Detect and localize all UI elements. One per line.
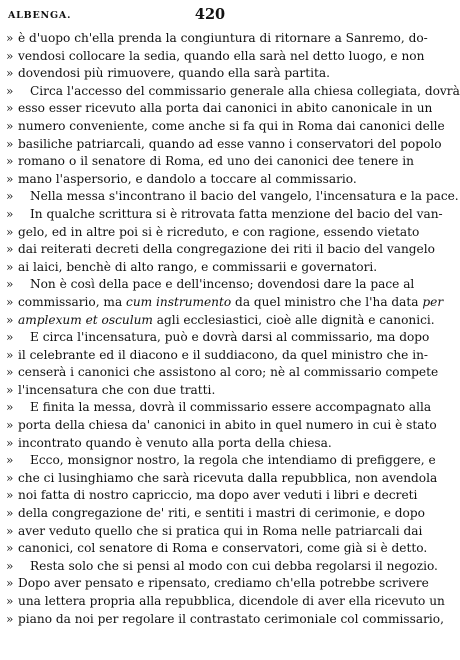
- text-line: [6, 505, 425, 523]
- text-line: [6, 523, 423, 541]
- quote-mark: »: [6, 470, 14, 485]
- line-text: che ci lusinghiamo che sarà ricevuta dalla repubblica, non avendola: [18, 470, 438, 485]
- quote-mark: »: [6, 453, 14, 468]
- text-line: [6, 487, 418, 505]
- quote-mark: »: [6, 594, 14, 608]
- line-text: vendosi collocare la sedia, quando ella sarà nel detto luogo, e non: [18, 48, 425, 63]
- line-text: aver veduto quello che si pratica qui in Roma nelle patriarcali dai: [18, 523, 423, 538]
- line-text: incontrato quando è venuto alla porta della chiesa.: [18, 435, 332, 450]
- line-text: mano l'aspersorio, e dandolo a toccare al commissario.: [18, 171, 357, 186]
- text-line: [6, 241, 435, 259]
- line-text: Dopo aver pensato e ripensato, crediamo ch'ella potrebbe scrivere: [18, 576, 429, 591]
- text-line: [6, 259, 414, 277]
- quote-mark: »: [6, 347, 14, 362]
- line-text: noi fatta di nostro capriccio, ma dopo aver veduti i libri e decreti: [18, 488, 418, 503]
- line-text: della congregazione de' riti, e sentiti i mastri di cerimonie, e dopo: [18, 506, 425, 521]
- line-text: numero conveniente, come anche si fa qui in Roma dai canonici delle: [18, 118, 445, 133]
- quote-mark: »: [6, 558, 14, 573]
- quote-mark: »: [6, 48, 14, 63]
- text-line: [6, 399, 432, 417]
- quote-mark: »: [6, 189, 14, 204]
- text-line: [6, 224, 420, 242]
- text-line: [6, 540, 428, 558]
- running-title: ALBENGA.: [8, 10, 72, 21]
- text-line: [6, 171, 414, 189]
- text-line: [6, 364, 439, 382]
- line-text: censerà i canonici che assistono al coro; nè al commissario compete: [18, 365, 439, 380]
- text-line: [6, 611, 444, 629]
- text-line: [6, 593, 445, 611]
- line-text: basiliche patriarcali, quando ad esse vanno i conservatori del popolo: [18, 136, 442, 151]
- quote-mark: »: [6, 31, 14, 45]
- line-text: esso esser ricevuto alla porta dai canonici in abito canonicale in un: [18, 101, 433, 116]
- line-text: canonici, col senatore di Roma e conservatori, come già si è detto.: [18, 541, 428, 556]
- text-line: [6, 48, 425, 66]
- body-text: [6, 30, 460, 628]
- line-text: commissario, ma cum instrumento da quel ministro che l'ha data per: [18, 294, 444, 309]
- text-line: [6, 153, 414, 171]
- line-text: Resta solo che si pensi al modo con cui debba regolarsi il negozio.: [30, 558, 438, 573]
- line-text: dovendosi più rimuovere, quando ella sarà partita.: [18, 66, 330, 81]
- quote-mark: »: [6, 206, 14, 221]
- text-line: [6, 294, 444, 312]
- text-line: [6, 452, 436, 470]
- quote-mark: »: [6, 523, 14, 538]
- quote-mark: »: [6, 418, 14, 433]
- quote-mark: »: [6, 242, 14, 257]
- quote-mark: »: [6, 277, 14, 292]
- quote-mark: »: [6, 154, 14, 169]
- quote-mark: »: [6, 435, 14, 450]
- quote-mark: »: [6, 541, 14, 556]
- quote-mark: »: [6, 365, 14, 380]
- text-line: [6, 312, 435, 330]
- text-line: [6, 83, 460, 101]
- text-line: [6, 30, 428, 48]
- line-text: una lettera propria alla repubblica, dicendole di aver ella ricevuto un: [18, 594, 445, 608]
- text-line: [6, 417, 437, 435]
- line-text: l'incensatura che con due tratti.: [18, 382, 216, 397]
- line-text: E finita la messa, dovrà il commissario essere accompagnato alla: [30, 400, 432, 415]
- line-text: Ecco, monsignor nostro, la regola che intendiamo di prefiggere, e: [30, 453, 436, 468]
- line-text: piano da noi per regolare il contrastato cerimoniale col commissario,: [18, 611, 444, 626]
- line-text: Non è così della pace e dell'incenso; dovendosi dare la pace al: [30, 277, 415, 292]
- quote-mark: »: [6, 259, 14, 274]
- line-text: dai reiterati decreti della congregazione dei riti il bacio del vangelo: [18, 242, 435, 257]
- text-line: [6, 100, 433, 118]
- line-text: E circa l'incensatura, può e dovrà darsi al commissario, ma dopo: [30, 330, 430, 345]
- text-line: [6, 470, 438, 488]
- text-line: [6, 276, 414, 294]
- quote-mark: »: [6, 312, 14, 327]
- quote-mark: »: [6, 224, 14, 239]
- text-line: [6, 188, 459, 206]
- text-line: [6, 575, 429, 593]
- quote-mark: »: [6, 101, 14, 116]
- quote-mark: »: [6, 506, 14, 521]
- line-text: amplexum et osculum agli ecclesiastici, cioè alle dignità e canonici.: [18, 312, 435, 327]
- quote-mark: »: [6, 330, 14, 345]
- line-text: il celebrante ed il diacono e il suddiacono, da quel ministro che in-: [18, 347, 429, 362]
- text-line: [6, 206, 443, 224]
- line-text: porta della chiesa da' canonici in abito in quel numero in cui è stato: [18, 418, 437, 433]
- quote-mark: »: [6, 488, 14, 503]
- quote-mark: »: [6, 294, 14, 309]
- text-line: [6, 118, 445, 136]
- line-text: Circa l'accesso del commissario generale alla chiesa collegiata, dovrà: [30, 83, 460, 98]
- quote-mark: »: [6, 611, 14, 626]
- quote-mark: »: [6, 382, 14, 397]
- quote-mark: »: [6, 66, 14, 81]
- running-head: [6, 6, 414, 26]
- line-text: è d'uopo ch'ella prenda la congiuntura di ritornare a Sanremo, do-: [18, 31, 428, 45]
- text-line: [6, 558, 438, 576]
- quote-mark: »: [6, 400, 14, 415]
- line-text: gelo, ed in altre poi si è ricreduto, e con ragione, essendo vietato: [18, 224, 420, 239]
- quote-mark: »: [6, 118, 14, 133]
- quote-mark: »: [6, 136, 14, 151]
- text-line: [6, 347, 429, 365]
- quote-mark: »: [6, 83, 14, 98]
- text-line: [6, 435, 414, 453]
- text-line: [6, 329, 430, 347]
- page-number: 420: [194, 6, 226, 23]
- line-text: ai laici, benchè di alto rango, e commissarii e governatori.: [18, 259, 378, 274]
- line-text: In qualche scrittura si è ritrovata fatta menzione del bacio del van-: [30, 206, 443, 221]
- text-line: [6, 382, 414, 400]
- quote-mark: »: [6, 171, 14, 186]
- text-line: [6, 65, 414, 83]
- line-text: romano o il senatore di Roma, ed uno dei canonici dee tenere in: [18, 154, 414, 169]
- text-line: [6, 136, 442, 154]
- quote-mark: »: [6, 576, 14, 591]
- line-text: Nella messa s'incontrano il bacio del vangelo, l'incensatura e la pace.: [30, 189, 459, 204]
